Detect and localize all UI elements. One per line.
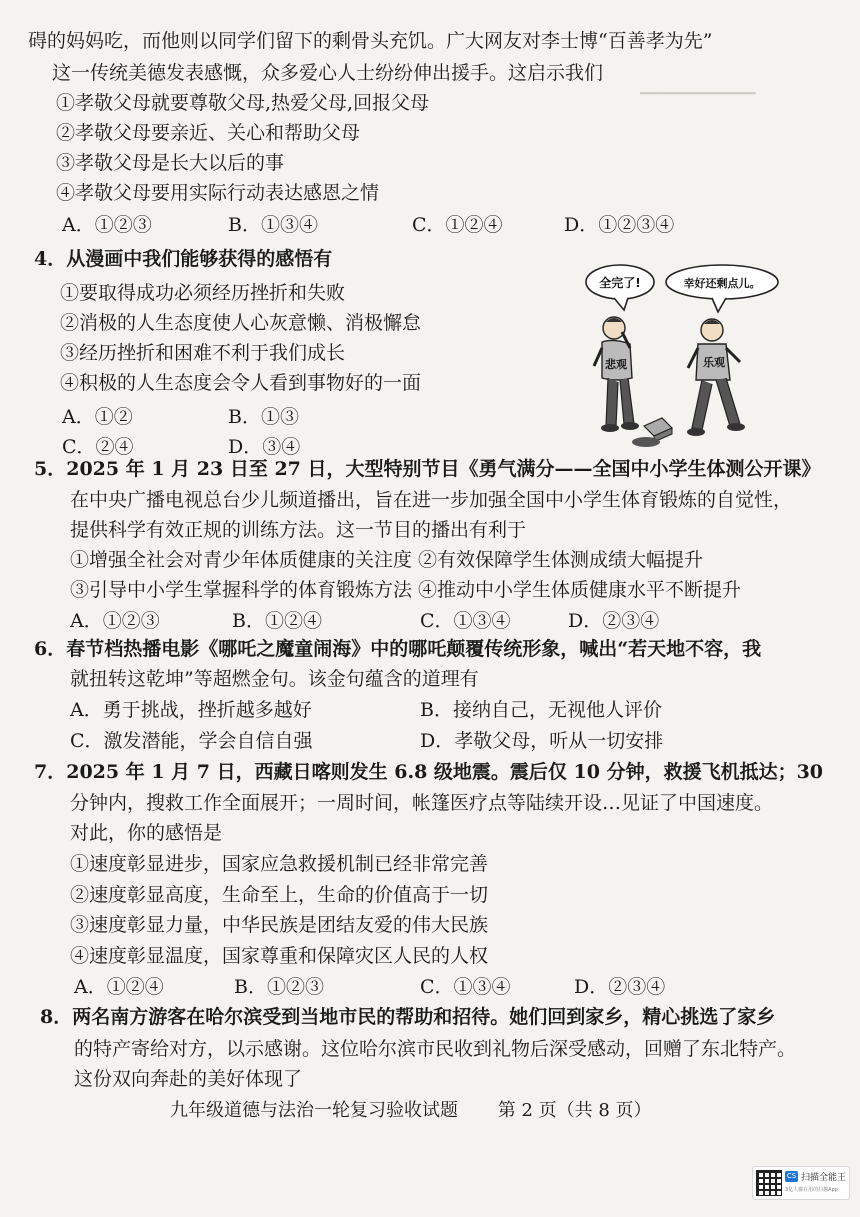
q5-option-d: D．②③④ — [568, 610, 660, 632]
q3-option-a: A．①②③ — [62, 214, 152, 236]
optimist-figure — [687, 319, 745, 436]
q6-option-a: A．勇于挑战，挫折越多越好 — [70, 699, 312, 721]
q7-item-2: ②速度彰显高度，生命至上，生命的价值高于一切 — [70, 884, 489, 906]
q3-stem-line1: 碍的妈妈吃，而他则以同学们留下的剩骨头充饥。广大网友对李士博“百善孝为先” — [28, 30, 713, 52]
q6-option-d: D．孝敬父母，听从一切安排 — [420, 730, 664, 752]
q7-option-d: D．②③④ — [574, 976, 666, 998]
q5-stem-line1: 5．2025 年 1 月 23 日至 27 日，大型特别节目《勇气满分——全国中小学生体测公开课》 — [34, 458, 821, 480]
q6-option-b: B．接纳自己，无视他人评价 — [420, 699, 662, 721]
q5-items-row2: ③引导中小学生掌握科学的体育锻炼方法 ④推动中小学生体质健康水平不断提升 — [70, 579, 742, 601]
camscanner-name: 扫描全能王 — [801, 1173, 847, 1183]
q4-option-d: D．③④ — [228, 436, 301, 458]
label-optimist: 乐观 — [703, 356, 725, 369]
q6-stem-line2: 就扭转这乾坤”等超燃金句。该金句蕴含的道理有 — [70, 668, 479, 690]
q4-item-2: ②消极的人生态度使人心灰意懒、消极懈怠 — [60, 312, 422, 334]
q4-item-1: ①要取得成功必须经历挫折和失败 — [60, 282, 346, 304]
q4-option-b: B．①③ — [228, 406, 299, 428]
camscanner-logo: CS — [786, 1172, 797, 1180]
q4-option-c: C．②④ — [62, 436, 134, 458]
q3-item-2: ②孝敬父母要亲近、关心和帮助父母 — [56, 122, 361, 144]
page-number: 第 2 页（共 8 页） — [497, 1100, 652, 1121]
spilled-box-icon — [632, 418, 672, 447]
camscanner-tagline: 3亿人都在用的扫描App — [785, 1187, 838, 1193]
q5-option-c: C．①③④ — [420, 610, 511, 632]
q7-item-1: ①速度彰显进步，国家应急救援机制已经非常完善 — [70, 853, 489, 875]
exam-title: 九年级道德与法治一轮复习验收试题 — [170, 1100, 458, 1121]
q8-stem-line3: 这份双向奔赴的美好体现了 — [74, 1068, 303, 1090]
q5-option-b: B．①②④ — [232, 610, 322, 632]
bubble-left-text: 全完了! — [599, 276, 641, 290]
q7-option-a: A．①②④ — [74, 976, 164, 998]
q8-stem-line2: 的特产寄给对方，以示感谢。这位哈尔滨市民收到礼物后深受感动，回赠了东北特产。 — [74, 1038, 797, 1060]
q5-stem-line3: 提供科学有效正规的训练方法。这一节目的播出有利于 — [70, 519, 527, 541]
q6-stem-line1: 6．春节档热播电影《哪吒之魔童闹海》中的哪吒颠覆传统形象，喊出“若天地不容，我 — [34, 638, 762, 660]
q7-stem-line3: 对此，你的感悟是 — [70, 822, 223, 844]
q4-stem: 4．从漫画中我们能够获得的感悟有 — [34, 248, 333, 270]
q7-option-c: C．①③④ — [420, 976, 511, 998]
q3-option-c: C．①②④ — [412, 214, 503, 236]
q3-option-d: D．①②③④ — [564, 214, 675, 236]
bubble-right-text: 幸好还剩点儿。 — [683, 277, 761, 290]
q5-option-a: A．①②③ — [70, 610, 160, 632]
q3-stem-line2: 这一传统美德发表感慨，众多爱心人士纷纷伸出援手。这启示我们 — [52, 62, 604, 84]
q6-option-c: C．激发潜能，学会自信自强 — [70, 730, 313, 752]
q7-option-b: B．①②③ — [234, 976, 324, 998]
q4-item-4: ④积极的人生态度会令人看到事物好的一面 — [60, 372, 422, 394]
q7-stem-line2: 分钟内，搜救工作全面展开；一周时间，帐篷医疗点等陆续开设…见证了中国速度。 — [70, 792, 774, 814]
qr-code-icon — [756, 1170, 782, 1196]
q5-items-row1: ①增强全社会对青少年体质健康的关注度 ②有效保障学生体测成绩大幅提升 — [70, 549, 704, 571]
camscanner-badge — [752, 1166, 850, 1200]
page-footer — [170, 1096, 686, 1122]
q7-item-4: ④速度彰显温度，国家尊重和保障灾区人民的人权 — [70, 945, 489, 967]
q5-stem-line2: 在中央广播电视总台少儿频道播出，旨在进一步加强全国中小学生体育锻炼的自觉性， — [70, 489, 793, 511]
q8-stem-line1: 8．两名南方游客在哈尔滨受到当地市民的帮助和招待。她们回到家乡，精心挑选了家乡 — [40, 1006, 776, 1028]
q3-option-b: B．①③④ — [228, 214, 318, 236]
q7-stem-line1: 7．2025 年 1 月 7 日，西藏日喀则发生 6.8 级地震。震后仅 10 分钟，救援飞机抵达；30 — [34, 761, 824, 783]
q7-item-3: ③速度彰显力量，中华民族是团结友爱的伟大民族 — [70, 914, 489, 936]
q3-item-4: ④孝敬父母要用实际行动表达感恩之情 — [56, 182, 380, 204]
pessimist-figure — [594, 317, 639, 432]
q3-item-3: ③孝敬父母是长大以后的事 — [56, 152, 285, 174]
label-pessimist: 悲观 — [605, 358, 627, 371]
q4-item-3: ③经历挫折和困难不利于我们成长 — [60, 342, 346, 364]
q3-item-1: ①孝敬父母就要尊敬父母,热爱父母,回报父母 — [56, 92, 430, 114]
pessimist-optimist-cartoon — [584, 258, 780, 458]
bleed-through: ▔▔▔▔▔▔▔▔▔▔ — [640, 92, 756, 110]
q4-option-a: A．①② — [62, 406, 133, 428]
